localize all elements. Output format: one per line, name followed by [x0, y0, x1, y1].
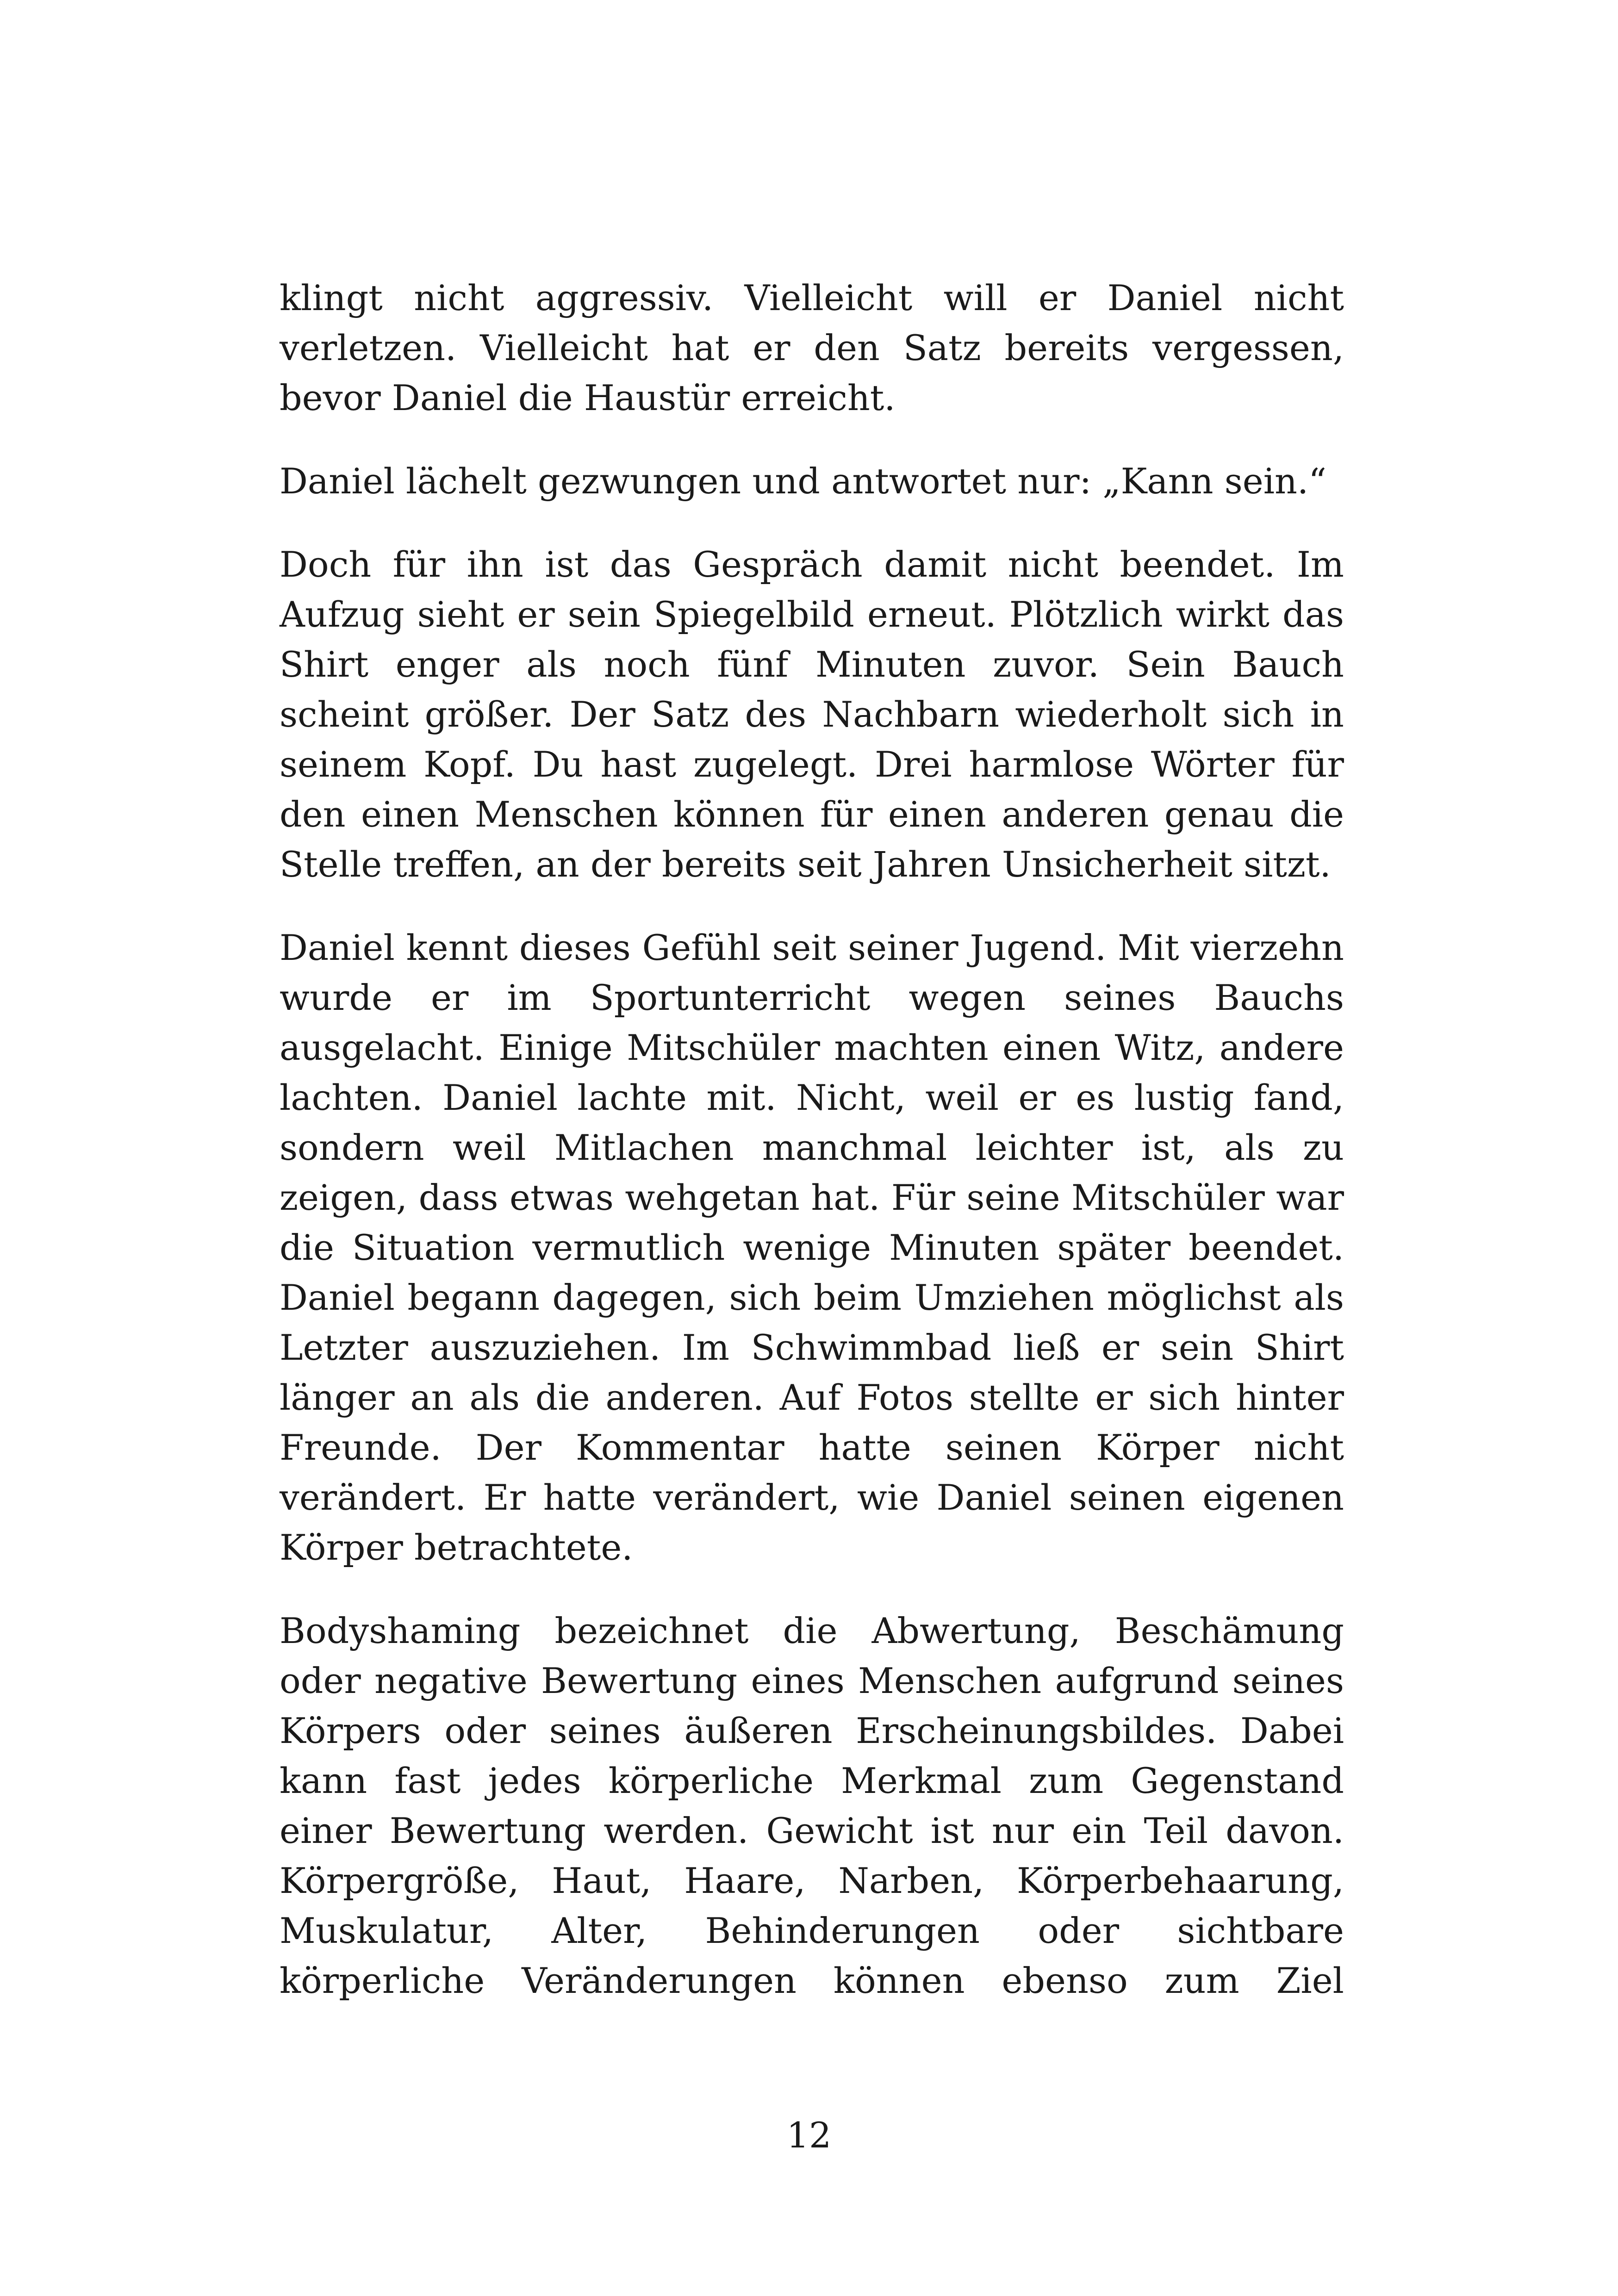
paragraph-5: Bodyshaming bezeichnet die Abwertung, Beschämung oder negative Bewertung eines Menschen aufgrund seines Körpers oder seines äußeren Erscheinungsbildes. Dabei kann fast jedes körperliche Merkmal zum Gegenstand einer Bewertung werden. Gewicht ist nur ein Teil davon. Körpergröße, Haut, Haare, Narben, Körperbehaarung, Muskulatur, Alter, Behinderungen oder sichtbare körperliche Veränderungen können ebenso zum Ziel [280, 1610, 1344, 2001]
paragraph-2: Daniel lächelt gezwungen und antwortet nur: „Kann sein.“ [280, 460, 1327, 502]
paragraph-1: klingt nicht aggressiv. Vielleicht will er Daniel nicht verletzen. Vielleicht hat er den Satz bereits vergessen, bevor Daniel die Haustür erreicht. [280, 277, 1344, 418]
page-number: 12 [786, 2115, 832, 2156]
paragraph-3: Doch für ihn ist das Gespräch damit nicht beendet. Im Aufzug sieht er sein Spiegelbild erneut. Plötzlich wirkt das Shirt enger als noch fünf Minuten zuvor. Sein Bauch scheint größer. Der Satz des Nachbarn wiederholt sich in seinem Kopf. Du hast zugelegt. Drei harmlose Wörter für den einen Menschen können für einen anderen genau die Stelle treffen, an der bereits seit Jahren Unsicherheit sitzt. [280, 544, 1344, 885]
paragraph-4: Daniel kennt dieses Gefühl seit seiner Jugend. Mit vierzehn wurde er im Sportunterricht wegen seines Bauchs ausgelacht. Einige Mitschüler machten einen Witz, andere lachten. Daniel lachte mit. Nicht, weil er es lustig fand, sondern weil Mitlachen manchmal leichter ist, als zu zeigen, dass etwas wehgetan hat. Für seine Mitschüler war die Situation vermutlich wenige Minuten später beendet. Daniel begann dagegen, sich beim Umziehen möglichst als Letzter auszuziehen. Im Schwimmbad ließ er sein Shirt länger an als die anderen. Auf Fotos stellte er sich hinter Freunde. Der Kommentar hatte seinen Körper nicht verändert. Er hatte verändert, wie Daniel seinen eigenen Körper betrachtete. [280, 927, 1344, 1568]
body-text [280, 273, 1344, 2006]
